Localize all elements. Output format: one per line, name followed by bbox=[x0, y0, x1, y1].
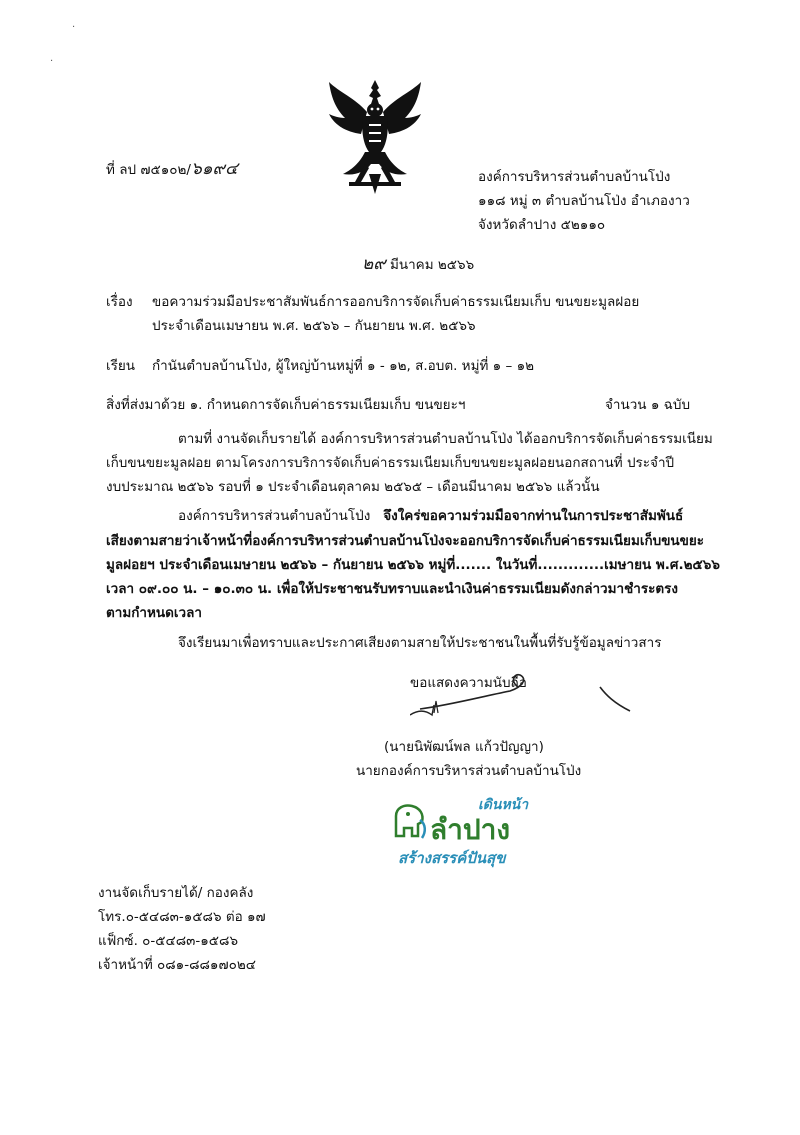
reference-handwritten: ๖๑๙๔ bbox=[190, 159, 238, 179]
lampang-logo bbox=[392, 794, 542, 874]
footer-line4: เจ้าหน้าที่ ๐๘๑-๘๘๑๗๐๒๔ bbox=[98, 957, 257, 973]
footer-line3: แฟ็กซ์. ๐-๕๔๘๓-๑๕๘๖ bbox=[98, 933, 239, 949]
sender-org: องค์การบริหารส่วนตำบลบ้านโป่ง bbox=[478, 169, 671, 185]
para1-line1: ตามที่ งานจัดเก็บรายได้ องค์การบริหารส่วนตำบลบ้านโป่ง ได้ออกบริการจัดเก็บค่าธรรมเนียม bbox=[178, 431, 713, 447]
signature-icon bbox=[410, 665, 640, 725]
signer-name: (นายนิพัฒน์พล แก้วปัญญา) bbox=[384, 739, 544, 755]
enclosure-quantity: จำนวน ๑ ฉบับ bbox=[605, 397, 691, 413]
logo-bottom-text: สร้างสรรค์ปันสุข bbox=[398, 849, 506, 867]
para2-line4: เวลา ๐๙.๐๐ น. – ๑๐.๓๐ น. เพื่อให้ประชาชนรับทราบและนำเงินค่าธรรมเนียมดังกล่าวมาชำระตรง bbox=[106, 581, 678, 597]
para2-line1: องค์การบริหารส่วนตำบลบ้านโป่ง จึงใคร่ขอความร่วมมือจากท่านในการประชาสัมพันธ์ bbox=[178, 508, 684, 524]
para2-line5: ตามกำหนดเวลา bbox=[106, 605, 202, 621]
recipient-label: เรียน bbox=[106, 358, 136, 374]
signer-position: นายกองค์การบริหารส่วนตำบลบ้านโป่ง bbox=[356, 763, 582, 779]
elephant-icon bbox=[392, 802, 430, 842]
letter-date: ๒๙ มีนาคม ๒๕๖๖ bbox=[362, 254, 475, 274]
subject-line2: ประจำเดือนเมษายน พ.ศ. ๒๕๖๖ – กันยายน พ.ศ. ๒๕๖๖ bbox=[152, 318, 476, 334]
enclosure-text: สิ่งที่ส่งมาด้วย ๑. กำหนดการจัดเก็บค่าธรรมเนียมเก็บ ขนขยะฯ bbox=[106, 397, 466, 413]
scan-speck: · bbox=[72, 22, 76, 33]
logo-top-text: เดินหน้า bbox=[478, 797, 529, 813]
closing-paragraph: จึงเรียนมาเพื่อทราบและประกาศเสียงตามสายให้ประชาชนในพื้นที่รับรู้ข้อมูลข่าวสาร bbox=[178, 635, 662, 651]
footer-line2: โทร.๐-๕๔๘๓-๑๕๘๖ ต่อ ๑๗ bbox=[98, 909, 266, 925]
para2-line3: มูลฝอยฯ ประจำเดือนเมษายน ๒๕๖๖ – กันยายน ๒๕๖๖ หมู่ที่....... ในวันที่.............เมษายน พ.ศ.๒๕๖๖ bbox=[106, 557, 720, 573]
subject-line1: ขอความร่วมมือประชาสัมพันธ์การออกบริการจัดเก็บค่าธรรมเนียมเก็บ ขนขยะมูลฝอย bbox=[152, 294, 640, 310]
sender-address-line2: จังหวัดลำปาง ๕๒๑๑๐ bbox=[478, 217, 606, 233]
date-day-handwritten: ๒๙ bbox=[362, 254, 386, 274]
logo-main-text: ลำปาง bbox=[430, 813, 511, 846]
sender-address-line1: ๑๑๘ หมู่ ๓ ตำบลบ้านโป่ง อำเภองาว bbox=[478, 193, 690, 209]
footer-line1: งานจัดเก็บรายได้/ กองคลัง bbox=[98, 885, 254, 901]
subject-label: เรื่อง bbox=[106, 294, 133, 310]
recipient-text: กำนันตำบลบ้านโป่ง, ผู้ใหญ่บ้านหมู่ที่ ๑ - ๑๒, ส.อบต. หมู่ที่ ๑ – ๑๒ bbox=[152, 358, 535, 374]
signoff: ขอแสดงความนับถือ bbox=[410, 675, 527, 691]
para2-line2: เสียงตามสายว่าเจ้าหน้าที่องค์การบริหารส่วนตำบลบ้านโป่งจะออกบริการจัดเก็บค่าธรรมเนียมเก็บขนขยะ bbox=[106, 533, 705, 549]
scan-speck: · bbox=[50, 56, 54, 67]
garuda-emblem-icon bbox=[325, 78, 425, 196]
para1-line2: เก็บขนขยะมูลฝอย ตามโครงการบริการจัดเก็บค่าธรรมเนียมเก็บขนขยะมูลฝอยนอกสถานที่ ประจำปี bbox=[106, 455, 675, 471]
para1-line3: งบประมาณ ๒๕๖๖ รอบที่ ๑ ประจำเดือนตุลาคม ๒๕๖๕ – เดือนมีนาคม ๒๕๖๖ แล้วนั้น bbox=[106, 479, 600, 495]
reference-number: ที่ ลป ๗๕๑๐๒/๖๑๙๔ bbox=[106, 159, 238, 179]
